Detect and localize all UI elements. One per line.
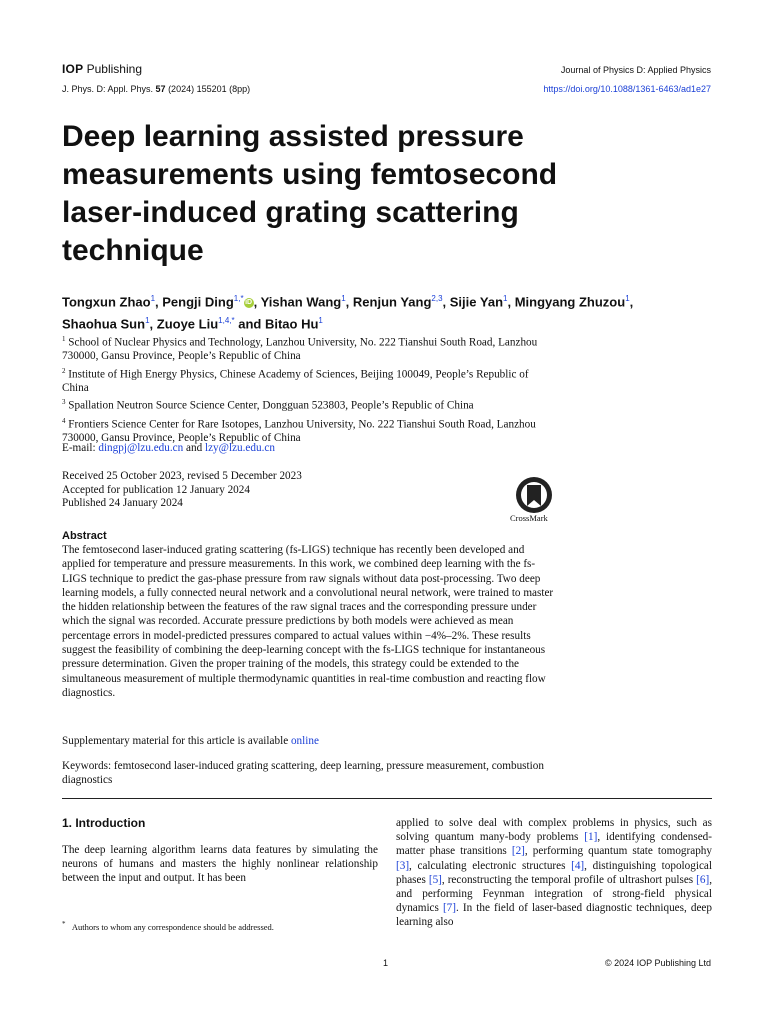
article-title: Deep learning assisted pressure measurements using femtosecond laser-induced grating scattering technique	[62, 120, 558, 267]
author-separator: ,	[149, 316, 157, 332]
correspondence-footnote	[62, 920, 274, 932]
introduction-left-column: The deep learning algorithm learns data features by simulating the neurons of humans and masters the highly nonlinear relationship between the input and output. It has been	[62, 844, 378, 885]
affiliation-number: 4	[62, 416, 66, 425]
email-label: E-mail:	[62, 442, 99, 454]
citation-rest: (2024) 155201 (8pp)	[165, 84, 251, 94]
footnote-text: Authors to whom any correspondence should be addressed.	[71, 921, 274, 932]
author-affiliation-sup[interactable]: 2,3	[431, 294, 443, 303]
introduction-text: , and performing Feynman integration of strong-field physical dynamics	[396, 873, 712, 915]
citation-reference-link[interactable]: [3]	[396, 859, 410, 872]
author-separator: ,	[442, 294, 450, 310]
affiliation-item	[62, 333, 557, 364]
email-link-lzy[interactable]: lzy@lzu.edu.cn	[204, 442, 275, 454]
email-line	[62, 442, 275, 454]
author-list	[62, 289, 662, 334]
affiliation-item	[62, 396, 557, 413]
author-name: Pengji Ding	[162, 294, 234, 310]
supplementary-text: Supplementary material for this article is available	[62, 735, 291, 747]
introduction-text: , distinguishing topological phases	[396, 859, 712, 886]
citation-reference-link[interactable]: [6]	[696, 873, 710, 886]
author-name: Zuoye Liu	[156, 316, 219, 332]
introduction-text: , calculating electronic structures	[409, 859, 572, 872]
journal-name: Journal of Physics D: Applied Physics	[560, 65, 711, 75]
supplementary-note	[62, 735, 319, 747]
crossmark-label: CrossMark	[510, 513, 548, 523]
accepted-date: Accepted for publication 12 January 2024	[62, 483, 250, 496]
published-date: Published 24 January 2024	[62, 497, 183, 509]
affiliation-text: Frontiers Science Center for Rare Isotopes, Lanzhou University, No. 222 Tianshui South Road, Lanzhou 730000, Gansu Province, People’s Republic of China	[62, 418, 536, 444]
introduction-text: , reconstructing the temporal profile of ultrashort pulses	[441, 873, 697, 886]
citation-reference-link[interactable]: [2]	[511, 845, 525, 858]
section-divider	[62, 798, 712, 799]
author-name: Tongxun Zhao	[62, 294, 151, 310]
author-name: Yishan Wang	[260, 294, 342, 310]
copyright: © 2024 IOP Publishing Ltd	[604, 958, 711, 968]
publisher-logo-bold: IOP	[62, 62, 84, 76]
author-affiliation-sup[interactable]: 1	[150, 294, 156, 303]
author-separator: ,	[507, 294, 515, 310]
affiliations	[62, 333, 557, 446]
introduction-text: , performing quantum state tomography	[524, 845, 712, 858]
affiliation-text: Institute of High Energy Physics, Chinese Academy of Sciences, Beijing 100049, People’s Republic of China	[62, 368, 529, 394]
author-affiliation-sup[interactable]: 1	[625, 294, 630, 303]
author-name: Shaohua Sun	[62, 316, 146, 332]
author-separator: ,	[345, 294, 353, 310]
affiliation-text: Spallation Neutron Source Science Center, Dongguan 523803, People’s Republic of China	[65, 400, 474, 413]
citation-reference-link[interactable]: [4]	[571, 859, 585, 872]
author-affiliation-sup[interactable]: 1	[318, 316, 323, 326]
keywords: Keywords: femtosecond laser-induced grating scattering, deep learning, pressure measurement, combustion diagnostics	[62, 760, 544, 787]
citation-reference-link[interactable]: [1]	[584, 831, 598, 844]
author-affiliation-sup[interactable]: 1	[503, 294, 508, 303]
page-number: 1	[383, 958, 389, 968]
publisher-logo-text: Publishing	[83, 62, 142, 76]
affiliation-item	[62, 365, 557, 396]
introduction-text: , identifying condensed-matter phase transitions	[396, 831, 712, 858]
introduction-text: . In the field of laser-based diagnostic techniques, deep learning also	[396, 902, 712, 929]
author-separator: and	[234, 316, 265, 332]
publisher-logo	[62, 62, 142, 76]
footnote-mark: *	[62, 920, 66, 928]
affiliation-item	[62, 415, 557, 446]
supplementary-online-link[interactable]: online	[290, 735, 319, 747]
citation-journal: J. Phys. D: Appl. Phys.	[62, 84, 156, 94]
author-affiliation-sup[interactable]: 1,*	[233, 294, 244, 303]
affiliation-number: 3	[62, 398, 66, 407]
citation-volume: 57	[155, 84, 166, 94]
author-name: Bitao Hu	[264, 316, 319, 332]
doi-link[interactable]: https://doi.org/10.1088/1361-6463/ad1e27	[543, 84, 711, 94]
citation-reference-link[interactable]: [5]	[428, 873, 442, 886]
author-separator: ,	[253, 294, 261, 310]
introduction-heading: 1. Introduction	[62, 816, 146, 830]
affiliation-number: 1	[62, 335, 66, 343]
author-name: Sijie Yan	[449, 294, 504, 310]
citation	[62, 84, 250, 94]
orcid-icon[interactable]: iD	[245, 299, 253, 307]
author-affiliation-sup[interactable]: 1	[145, 316, 150, 326]
author-affiliation-sup[interactable]: 1	[341, 294, 346, 303]
abstract-heading: Abstract	[62, 530, 107, 542]
received-date: Received 25 October 2023, revised 5 December 2023	[62, 470, 302, 482]
author-affiliation-sup[interactable]: 1,4,*	[218, 316, 235, 326]
author-name: Mingyang Zhuzou	[514, 294, 626, 310]
author-name: Renjun Yang	[352, 294, 432, 310]
author-separator: ,	[155, 294, 163, 310]
affiliation-text: School of Nuclear Physics and Technology, Lanzhou University, No. 222 Tianshui South Road, Lanzhou 730000, Gansu Province, People’s Republic of China	[62, 336, 538, 363]
abstract-text: The femtosecond laser-induced grating scattering (fs-LIGS) technique has recently been developed and applied for temperature and pressure measurements. In this work, we combined deep learning with the fs-LIGS technique to predict the gas-phase pressure from raw signals without data post-processing. Two deep learning models, a fully connected neural network and a convolutional neural network, were trained to master the hidden relationship between the features of the raw signal traces and the corresponding pressure under which the signal was recorded. Accurate pressure predictions by both models were achieved as mean percentage errors in model-predicted pressures compared to actual values within −4%–2%. These results suggest the feasibility of combining the deep-learning concept with the fs-LIGS technique for instantaneous pressure determination. Given the proper training of the models, this strategy could be extended to the simultaneous measurement of multiple thermodynamic quantities in real-time combustion and reacting flow diagnostics.	[62, 544, 554, 699]
email-and: and	[183, 442, 205, 454]
author-separator: ,	[629, 294, 634, 310]
email-link-dingpj[interactable]: dingpj@lzu.edu.cn	[98, 442, 184, 454]
article-dates	[62, 470, 302, 511]
introduction-text: applied to solve deal with complex problems in physics, such as solving quantum many-body problems	[396, 817, 712, 844]
introduction-right-column	[396, 816, 712, 930]
affiliation-number: 2	[62, 366, 66, 375]
citation-reference-link[interactable]: [7]	[442, 902, 456, 915]
